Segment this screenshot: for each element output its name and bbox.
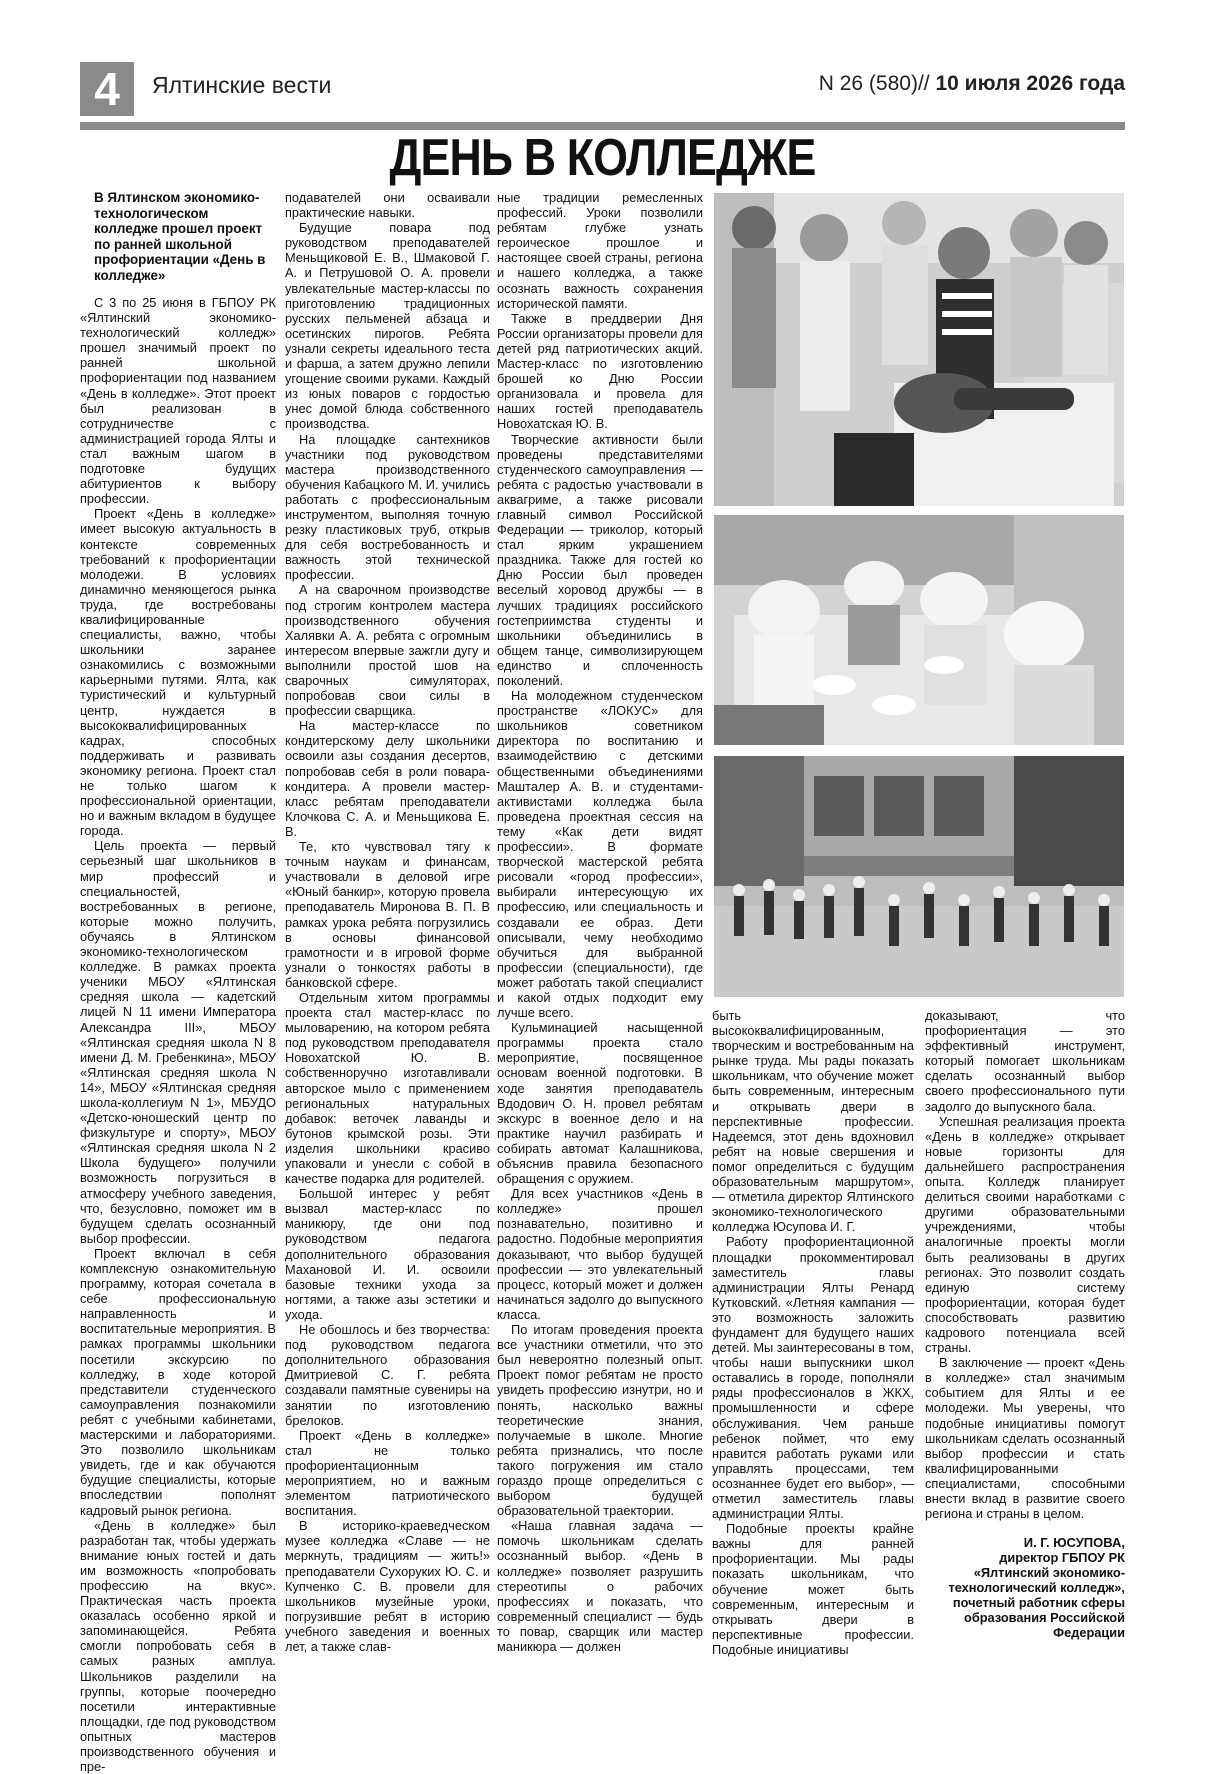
- issue-number: N 26 (580)//: [818, 72, 930, 95]
- column-4: [712, 1008, 914, 1657]
- paragraph: ные традиции ремесленных профессий. Уроки позволили ребятам глубже узнать героическое прошлое и настоящее своей страны, региона и нашего колледжа, а также осознать важность сохранения исторической памяти.: [497, 190, 703, 311]
- paragraph: Не обошлось и без творчества: под руководством педагога дополнительного образования Дмитриевой С. Г. ребята создавали памятные сувениры на занятии по изготовлению брелоков.: [285, 1322, 490, 1428]
- paragraph: Успешная реализация проекта «День в колледже» открывает новые горизонты для дальнейшего распространения опыта. Колледж планирует делиться своими наработками с другими образовательными учреждениями, чтобы аналогичные проекты могли быть реализованы в других регионах. Это позволит создать единую систему профориентации, которая будет способствовать развитию кадрового потенциала всей страны.: [925, 1113, 1125, 1356]
- paragraph: Проект «День в колледже» имеет высокую актуальность в контексте современных требований к профориентации молодежи. В условиях динамично меняющегося рынка труда, где востребованы квалифицированные специалисты, важно, чтобы школьники заранее ознакомились с возможными карьерными путями. Ялта, как туристический и культурный центр, нуждается в высококвалифицированных кадрах, способных поддерживать и развивать экономику региона. Проект стал не только шагом к профессиональной ориентации, но и важным вкладом в будущее города.: [80, 506, 276, 839]
- author-title-line: Федерации: [1053, 1625, 1125, 1641]
- photo-children-baking: [714, 515, 1124, 745]
- article-headline: ДЕНЬ В КОЛЛЕДЖЕ: [389, 129, 816, 187]
- paragraph: Творческие активности были проведены представителями студенческого самоуправления — ребята с радостью участвовали в аквагриме, а также рисовали главный символ Российской Федерации — триколор, который стал ярким украшением праздника. Также для гостей ко Дню России был проведен веселый хоровод дружбы — в лучших традициях российского гостеприимства студенты и школьники объединились в общем танце, символизирующем единство и сплоченность поколений.: [497, 431, 703, 688]
- author-title-line: почетный работник сферы: [952, 1595, 1125, 1611]
- page-header: [80, 62, 1125, 116]
- paragraph: подавателей они осваивали практические навыки.: [285, 190, 490, 221]
- paragraph: В историко-краеведческом музее колледжа «Славе — не меркнуть, традициям — жить!» преподаватели Сухоруких Ю. С. и Купченко С. В. провели для школьников музейные уроки, погрузившие ребят в историю учебного заведения и военных лет, а также слав-: [285, 1518, 490, 1654]
- author-signature: [925, 1535, 1125, 1640]
- author-title-line: технологический колледж»,: [948, 1580, 1125, 1596]
- paragraph: Для всех участников «День в колледже» прошел познавательно, позитивно и радостно. Подобные мероприятия доказывают, что выбор будущей профессии — это увлекательный процесс, который может и должен начинаться задолго до выпускного класса.: [497, 1186, 703, 1322]
- column-3: [497, 190, 703, 1654]
- paragraph: Те, кто чувствовал тягу к точным наукам и финансам, участвовали в деловой игре «Юный банкир», которую провела преподаватель Миронова В. П. В рамках урока ребята погрузились в основы финансовой грамотности и в игровой форме узнали о тонкостях работы в банковской сфере.: [285, 839, 490, 990]
- paragraph: Кульминацией насыщенной программы проекта стало мероприятие, посвященное основам военной подготовки. В ходе занятия преподаватель Вдодович О. Н. провел ребятам экскурс в военное дело и на практике научил разбирать и собирать автомат Калашникова, объяснив правила безопасного обращения с оружием.: [497, 1020, 703, 1187]
- author-title-line: директор ГБПОУ РК: [999, 1550, 1125, 1566]
- paragraph: На молодежном студенческом пространстве «ЛОКУС» для школьников советником директора по воспитанию и взаимодействию с детскими общественными объединениями Машталер А. В. и студентами-активистами колледжа была проведена проектная сессия на тему «Как дети видят профессии». В формате творческой мастерской ребята рисовали «город профессии», выбирали интересующую их профессию, или специальность и создавали ее образ. Дети описывали, чему необходимо обучиться для выбранной профессии (специальности), где может работать такой специалист и какой отдых подходит ему лучше всего.: [497, 688, 703, 1021]
- paragraph: Большой интерес у ребят вызвал мастер-класс по маникюру, где они под руководством педагога дополнительного образования Махановой И. И. освоили базовые техники ухода за ногтями, а также азы эстетики и ухода.: [285, 1186, 490, 1322]
- column-5: [925, 1008, 1125, 1640]
- photo-friendship-dance: [714, 756, 1124, 997]
- paragraph: С 3 по 25 июня в ГБПОУ РК «Ялтинский экономико-технологический колледж» прошел значимый проект по ранней школьной профориентации под названием «День в колледже». Этот проект был реализован в сотрудничестве с администрацией города Ялты и стал важным шагом в подготовке будущих абитуриентов к выбору профессии.: [80, 295, 276, 507]
- paragraph: А на сварочном производстве под строгим контролем мастера производственного обучения Халявки А. А. ребята с огромным интересом впервые зажгли дугу и выполнили простой шов на сварочных симуляторах, попробовав свои силы в профессии сварщика.: [285, 582, 490, 719]
- photo-boys-at-pipe-tool: [714, 193, 1124, 506]
- paragraph: Проект включал в себя комплексную ознакомительную программу, которая сочетала в себе профессиональную направленность и воспитательные мероприятия. В рамках программы школьники посетили экскурсию по колледжу, в ходе которой представители студенческого самоуправления познакомили ребят с учебными кабинетами, мастерскими и лабораториями. Это позволило школьникам увидеть, где и как обучаются будущие специалисты, которые впоследствии пополнят кадровый рынок региона.: [80, 1245, 276, 1518]
- paragraph: Также в преддверии Дня России организаторы провели для детей ряд патриотических акций. Мастер-класс по изготовлению брошей ко Дню России организовала и провела для наших гостей преподаватель Новохатская Ю. В.: [497, 310, 703, 432]
- paragraph: На мастер-классе по кондитерскому делу школьники освоили азы создания десертов, попробовав себя в роли повара-кондитера. А провели мастер-класс ребятам преподаватели Клочкова С. А. и Меньщикова Е. В.: [285, 718, 490, 839]
- paragraph: доказывают, что профориентация — это эффективный инструмент, который помогает школьникам сделать осознанный выбор своего профессионального пути задолго до выпускного бала.: [925, 1008, 1125, 1114]
- article-lead: В Ялтинском экономико-технологическом колледже прошел проект по ранней школьной профориентации «День в колледже»: [94, 190, 266, 283]
- author-title-line: «Ялтинский экономико-: [973, 1565, 1125, 1581]
- author-name: И. Г. ЮСУПОВА,: [1023, 1535, 1125, 1551]
- page-number: 4: [80, 62, 134, 116]
- paragraph: Подобные проекты крайне важны для ранней профориентации. Мы рады показать школьникам, что обучение может быть современным, интересным и открывать двери в перспективные профессии. Подобные инициативы: [712, 1521, 914, 1657]
- author-title-line: образования Российской: [964, 1610, 1125, 1626]
- newspaper-name: Ялтинские вести: [152, 72, 332, 98]
- paragraph: Отдельным хитом программы проекта стал мастер-класс по мыловарению, на котором ребята под руководством преподавателя Новохатской Ю. В. собственноручно изготавливали авторское мыло с применением региональных натуральных добавок: веточек лаванды и бутонов крымской розы. Эти изделия школьники красиво упаковали и унесли с собой в качестве подарка для родителей.: [285, 989, 490, 1187]
- column-1: [80, 190, 276, 1774]
- paragraph: На площадке сантехников участники под руководством мастера производственного обучения Кабацкого М. И. учились работать с профессиональным инструментом, выполняя точную резку пластиковых труб, открыв для себя востребованность и важность этой технической профессии.: [285, 431, 490, 583]
- paragraph: «Наша главная задача — помочь школьникам сделать осознанный выбор. «День в колледже» позволяет разрушить стереотипы о рабочих профессиях и показать, что современный специалист — будь то повар, сварщик или мастер маникюра — должен: [497, 1518, 703, 1654]
- paragraph: Будущие повара под руководством преподавателей Меньщиковой Е. В., Шмаковой Г. А. и Петрушовой О. А. провели увлекательные мастер-классы по приготовлению традиционных русских пельменей абзаца и осетинских пирогов. Ребята узнали секреты идеального теста и фарша, а затем дружно лепили угощение своими руками. Каждый из юных поваров с гордостью унес домой блюда собственного производства.: [285, 220, 490, 432]
- paragraph: Цель проекта — первый серьезный шаг школьников в мир профессий и специальностей, востребованных в регионе, которые можно получить, обучаясь в Ялтинском экономико-технологическом колледже. В рамках проекта ученики МБОУ «Ялтинская средняя школа — кадетский лицей N 11 имени Императора Александра III», МБОУ «Ялтинская средняя школа N 8 имени Д. М. Гребенкина», МБОУ «Ялтинская средняя школа N 14», МБОУ «Ялтинская средняя школа-коллегиум N 1», МБУДО «Детско-юношеский центр по физкультуре и спорту», МБОУ «Ялтинская средняя школа N 2 Школа будущего» получили возможность погрузиться в атмосферу учебного заведения, что, безусловно, поможет им в будущем сделать осознанный выбор профессии.: [80, 838, 276, 1246]
- issue-date: 10 июля 2026 года: [935, 72, 1125, 95]
- paragraph: Работу профориентационной площадки прокомментировал заместитель главы администрации Ялты Ренард Кутковский. «Летняя кампания — это возможность заложить фундамент для будущего наших детей. Мы заинтересованы в том, чтобы наши выпускники школ оставались в городе, пополняли ряды профессионалов в ЖКХ, промышленности и сфере обслуживания. Чем раньше ребенок поймет, что ему нравится работать руками или управлять процессами, тем осознаннее будет его выбор», — отметил заместитель главы администрации Ялты.: [712, 1234, 914, 1522]
- paragraph: В заключение — проект «День в колледже» стал значимым событием для Ялты и ее молодежи. Мы уверены, что подобные инициативы помогут школьникам сделать осознанный выбор профессии и стать квалифицированными специалистами, способными внести вклад в развитие своего региона и страны в целом.: [925, 1355, 1125, 1522]
- paragraph: быть высококвалифицированным, творческим и востребованным на рынке труда. Мы рады показать школьникам, что обучение может быть современным, интересным и открывать двери в перспективные профессии. Надеемся, этот день вдохновил ребят на новые свершения и помог определиться с будущим образовательным маршрутом», — отметила директор Ялтинского экономико-технологического колледжа Юсупова И. Г.: [712, 1008, 914, 1235]
- paragraph: По итогам проведения проекта все участники отметили, что это был невероятно полезный опыт. Проект помог ребятам не просто увидеть профессию изнутри, но и понять, насколько важны теоретические знания, получаемые в школе. Многие ребята признались, что после такого погружения им стало гораздо проще определиться с выбором будущей образовательной траектории.: [497, 1322, 703, 1519]
- paragraph: «День в колледже» был разработан так, чтобы удержать внимание юных гостей и дать им возможность «попробовать профессию на вкус». Практическая часть проекта оказалась особенно яркой и запоминающейся. Ребята смогли попробовать себя в самых разных амплуа. Школьников разделили на группы, которые поочередно посетили интерактивные площадки, где под руководством опытных мастеров производственного обучения и пре-: [80, 1517, 276, 1774]
- paragraph: Проект «День в колледже» стал не только профориентационным мероприятием, но и важным элементом патриотического воспитания.: [285, 1427, 490, 1519]
- issue-info: [819, 72, 1125, 96]
- column-2: [285, 190, 490, 1654]
